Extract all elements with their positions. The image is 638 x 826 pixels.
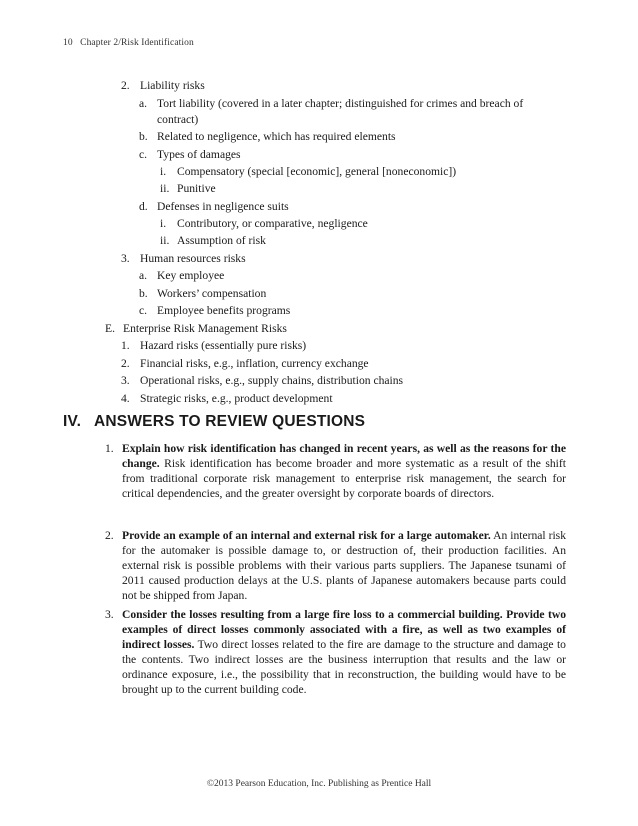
review-question: [105, 441, 566, 501]
outline-text: Hazard risks (essentially pure risks): [140, 339, 307, 352]
outline-marker: b.: [139, 287, 148, 300]
outline-item: [139, 302, 290, 319]
outline-text: Compensatory (special [economic], general [noneconomic]): [177, 165, 457, 178]
outline-marker: ii.: [160, 182, 170, 195]
outline-marker: a.: [139, 97, 148, 110]
question-number: 3.: [105, 608, 114, 621]
answer-text: An internal risk for the automaker is possible damage to, or destruction of, their production facilities. An external risk is possible problems with their various parts suppliers. The Japanese tsunami of 2011 caused production delays at the U.S. plants of Japanese automakers because parts could not be shipped from Japan.: [122, 529, 566, 603]
outline-item: [139, 198, 289, 215]
outline-item: [160, 180, 216, 197]
answer-text: Risk identification has become broader and more systematic as a result of the shift from traditional corporate risk management to enterprise risk management, the search for critical dependencies, and the greater oversight by corporate boards of directors.: [122, 457, 566, 501]
outline-marker: a.: [139, 269, 148, 282]
outline-marker: 3.: [121, 374, 130, 387]
outline-text: Assumption of risk: [177, 234, 266, 247]
outline-marker: ii.: [160, 234, 170, 247]
page-header: [63, 38, 194, 48]
outline-item: [121, 250, 246, 267]
outline-marker: c.: [139, 304, 148, 317]
chapter-title: Chapter 2/Risk Identification: [80, 38, 194, 48]
outline-item: [157, 111, 198, 128]
outline-text: Financial risks, e.g., inflation, currency exchange: [140, 357, 369, 370]
outline-text: Types of damages: [157, 148, 241, 161]
outline-marker: c.: [139, 148, 148, 161]
outline-text: Workers’ compensation: [157, 287, 267, 300]
outline-marker: d.: [139, 200, 148, 213]
outline-item: [139, 267, 224, 284]
outline-marker: 3.: [121, 252, 130, 265]
outline-text: Key employee: [157, 269, 225, 282]
copyright-text: ©2013 Pearson Education, Inc. Publishing as Prentice Hall: [206, 779, 432, 789]
outline-item: [139, 128, 396, 145]
outline-item: [160, 215, 368, 232]
outline-text: Strategic risks, e.g., product development: [140, 392, 333, 405]
section-numeral: IV.: [63, 413, 82, 430]
outline-text: Defenses in negligence suits: [157, 200, 289, 213]
outline-text: Tort liability (covered in a later chapter; distinguished for crimes and breach of: [157, 97, 524, 110]
outline-marker: 2.: [121, 357, 130, 370]
review-question: [105, 528, 566, 603]
outline-text: Contributory, or comparative, negligence: [177, 217, 368, 230]
question-text: Provide an example of an internal and external risk for a large automaker.: [122, 529, 491, 542]
outline-item: [121, 77, 205, 94]
outline-item: [105, 320, 287, 337]
outline-item: [160, 163, 456, 180]
question-text: Consider the losses resulting from a large fire loss to a commercial building. Provide two examples of direct losses commonly associated with a fire, as well as two examples of indirect losses.: [122, 608, 566, 652]
outline-item: [121, 337, 306, 354]
question-number: 1.: [105, 442, 114, 455]
outline-text: Related to negligence, which has required elements: [157, 130, 396, 143]
outline-item: [139, 285, 266, 302]
page-footer: [0, 779, 638, 789]
section-title: ANSWERS TO REVIEW QUESTIONS: [94, 413, 366, 430]
outline-item: [139, 95, 523, 112]
outline-item: [121, 372, 403, 389]
outline-text: Enterprise Risk Management Risks: [123, 322, 287, 335]
outline-text: Human resources risks: [140, 252, 246, 265]
outline-marker: E.: [105, 322, 115, 335]
page-number: 10: [63, 38, 73, 48]
outline-item: [160, 232, 266, 249]
outline-item: [121, 355, 369, 372]
outline-text: Operational risks, e.g., supply chains, distribution chains: [140, 374, 404, 387]
section-heading: [63, 413, 365, 431]
outline-item: [139, 146, 241, 163]
outline-text: contract): [157, 113, 199, 126]
outline-marker: b.: [139, 130, 148, 143]
question-text: Explain how risk identification has changed in recent years, as well as the reasons for the change.: [122, 442, 566, 471]
outline-marker: 2.: [121, 79, 130, 92]
outline-item: [121, 390, 333, 407]
outline-marker: i.: [160, 217, 167, 230]
question-number: 2.: [105, 529, 114, 542]
outline-marker: i.: [160, 165, 167, 178]
outline-text: Liability risks: [140, 79, 205, 92]
outline-marker: 4.: [121, 392, 130, 405]
answer-text: Two direct losses related to the fire are damage to the structure and damage to the contents. Two indirect losses are the business interruption that results and the law or ordinance exposure, i.e., the possibility that in reconstruction, the building would have to be brought up to the current building code.: [122, 638, 566, 697]
review-question: [105, 607, 566, 698]
outline-marker: 1.: [121, 339, 130, 352]
outline-text: Punitive: [177, 182, 216, 195]
outline-text: Employee benefits programs: [157, 304, 291, 317]
